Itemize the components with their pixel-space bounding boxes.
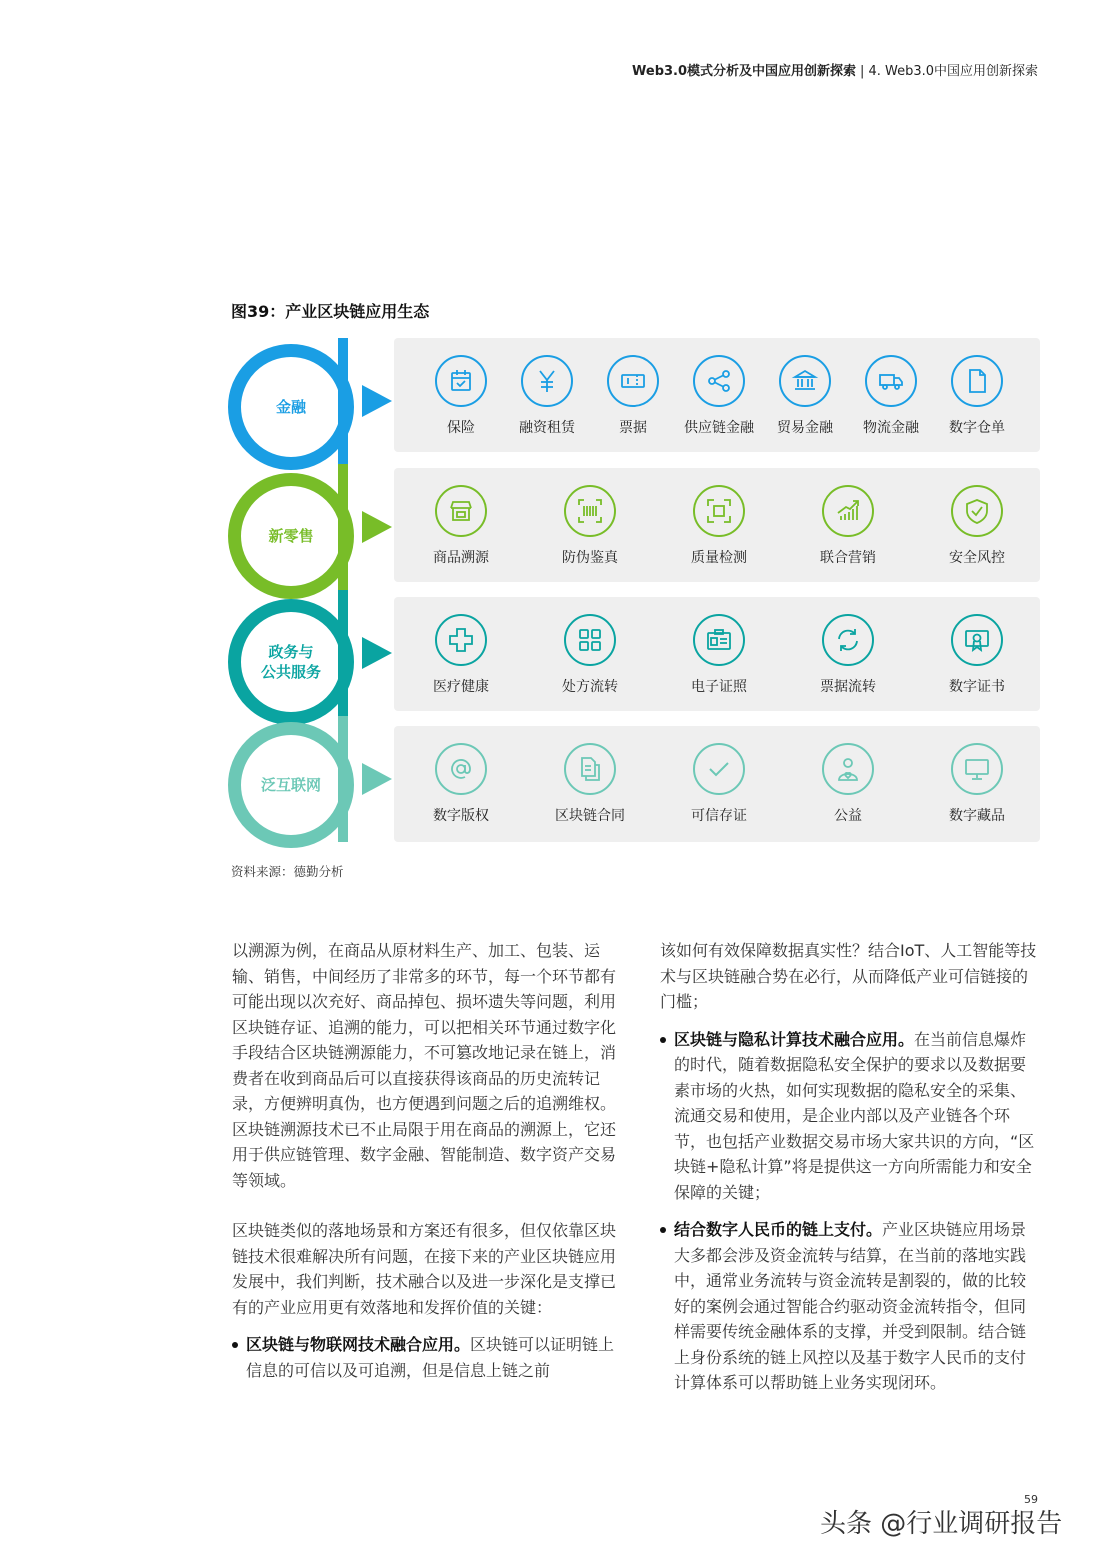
page-number: 59 — [1024, 1493, 1038, 1506]
item-security-risk-control — [924, 485, 1030, 567]
right-column — [660, 938, 1038, 1396]
item-digital-warehouse-receipt — [934, 355, 1020, 437]
barcode-scan-icon — [564, 485, 616, 537]
item-label: 数字版权 — [433, 808, 489, 824]
item-label: 联合营销 — [820, 550, 876, 566]
checkmark-icon — [693, 743, 745, 795]
id-card-icon — [693, 614, 745, 666]
item-joint-marketing — [795, 485, 901, 567]
arrow-right-icon — [362, 385, 392, 417]
paragraph: 以溯源为例，在商品从原材料生产、加工、包装、运输、销售，中间经历了非常多的环节，每一个环节都有可能出现以次充好、商品掉包、损坏遗失等问题，利用区块链存证、追溯的能力，可以把相关环节通过数字化手段结合区块链溯源能力，不可篡改地记录在链上，消费者在收到商品后可以直接获得该商品的历史流转记录，方便辨明真伪，也方便遇到问题之后的追溯维权。区块链溯源技术已不止局限于用在商品的溯源上，它还用于供应链管理、数字金融、智能制造、数字资产交易等领域。 — [232, 941, 617, 1190]
item-label: 电子证照 — [691, 679, 747, 695]
category-ring — [228, 722, 354, 848]
category-bar — [338, 590, 348, 716]
calendar-check-icon — [435, 355, 487, 407]
item-trusted-evidence — [666, 743, 772, 825]
item-healthcare — [408, 614, 514, 696]
bullet-text: 在当前信息爆炸的时代，随着数据隐私安全保护的要求以及数据要素市场的火热，如何实现数据的隐私安全的采集、流通交易和使用，是企业内部以及产业链各个环节，也包括产业数据交易市场大家共识的方向，“区块链+隐私计算”将是提供这一方向所需能力和安全保障的关键； — [674, 1029, 1035, 1202]
section-title: 4. Web3.0中国应用创新探索 — [868, 64, 1038, 79]
bullet-text: 产业区块链应用场景大多都会涉及资金流转与结算，在当前的落地实践中，通常业务流转与资金流转是割裂的，做的比较好的案例会通过智能合约驱动资金流转指令，但同样需要传统金融体系的支撑，并受到限制。结合链上身份系统的链上风控以及基于数字人民币的支付计算体系可以帮助链上业务实现闭环。 — [674, 1220, 1027, 1392]
item-prescription-circulation — [537, 614, 643, 696]
item-label: 可信存证 — [691, 808, 747, 824]
item-label: 安全风控 — [949, 550, 1005, 566]
bank-icon — [779, 355, 831, 407]
medical-cross-icon — [435, 614, 487, 666]
focus-frame-icon — [693, 485, 745, 537]
item-label: 商品溯源 — [433, 550, 489, 566]
item-logistics-finance — [848, 355, 934, 437]
items-panel — [394, 468, 1040, 582]
at-sign-icon — [435, 743, 487, 795]
growth-chart-icon — [822, 485, 874, 537]
item-blockchain-contract — [537, 743, 643, 825]
bullet-item — [232, 1332, 618, 1383]
category-label: 金融 — [275, 398, 306, 416]
category-ring — [228, 344, 354, 470]
category-row-internet — [228, 716, 1040, 842]
item-label: 保险 — [447, 420, 475, 436]
category-ring — [228, 473, 354, 599]
item-bills — [597, 355, 669, 437]
item-label: 物流金融 — [863, 420, 919, 436]
report-title: Web3.0模式分析及中国应用创新探索 — [632, 64, 857, 79]
category-label: 泛互联网 — [260, 776, 321, 794]
category-ring — [228, 599, 354, 725]
arrow-right-icon — [362, 511, 392, 543]
yuan-icon — [521, 355, 573, 407]
document-icon — [951, 355, 1003, 407]
category-bar — [338, 464, 348, 590]
store-icon — [435, 485, 487, 537]
items-panel — [394, 726, 1040, 842]
item-label: 融资租赁 — [519, 420, 575, 436]
item-label: 处方流转 — [562, 679, 618, 695]
category-bar — [338, 338, 348, 464]
item-electronic-license — [666, 614, 772, 696]
category-label-line: 政务与 — [268, 643, 314, 661]
item-anti-counterfeit — [537, 485, 643, 567]
bullet-text: 区块链可以证明链上信息的可信以及可追溯，但是信息上链之前 — [246, 1335, 615, 1380]
share-nodes-icon — [693, 355, 745, 407]
item-public-welfare — [795, 743, 901, 825]
item-label: 数字证书 — [949, 679, 1005, 695]
item-label: 区块链合同 — [555, 808, 625, 824]
category-label-line: 公共服务 — [260, 663, 321, 681]
refresh-icon — [822, 614, 874, 666]
item-insurance — [425, 355, 497, 437]
arrow-right-icon — [362, 637, 392, 669]
item-label: 贸易金融 — [777, 420, 833, 436]
item-trade-finance — [762, 355, 848, 437]
person-heart-icon — [822, 743, 874, 795]
item-financial-leasing — [511, 355, 583, 437]
item-bill-circulation — [795, 614, 901, 696]
paragraph: 区块链类似的落地场景和方案还有很多，但仅依靠区块链技术很难解决所有问题，在接下来的产业区块链应用发展中，我们判断，技术融合以及进一步深化是支撑已有的产业应用更有效落地和发挥价值的关键： — [232, 1221, 617, 1317]
page-header — [632, 60, 1038, 79]
item-label: 质量检测 — [691, 550, 747, 566]
monitor-icon — [951, 743, 1003, 795]
watermark: 头条 @行业调研报告 — [820, 1509, 1063, 1539]
item-label: 公益 — [834, 808, 862, 824]
item-label: 医疗健康 — [433, 679, 489, 695]
header-separator: | — [860, 64, 865, 79]
item-label: 数字藏品 — [949, 808, 1005, 824]
item-product-traceability — [408, 485, 514, 567]
item-digital-copyright — [408, 743, 514, 825]
certificate-icon — [951, 614, 1003, 666]
arrow-right-icon — [362, 763, 392, 795]
bullet-item — [660, 1027, 1038, 1206]
figure-title: 图39：产业区块链应用生态 — [231, 302, 430, 321]
category-row-finance — [228, 338, 1040, 464]
item-label: 票据 — [619, 420, 647, 436]
bullet-title: 区块链与隐私计算技术融合应用。 — [674, 1029, 915, 1049]
ticket-icon — [607, 355, 659, 407]
category-row-new-retail — [228, 464, 1040, 590]
item-label: 供应链金融 — [684, 420, 754, 436]
category-label — [261, 642, 321, 682]
bullet-title: 结合数字人民币的链上支付。 — [674, 1220, 883, 1239]
item-label: 票据流转 — [820, 679, 876, 695]
bullet-item — [660, 1217, 1038, 1396]
category-bar — [338, 716, 348, 842]
item-digital-certificate — [924, 614, 1030, 696]
items-panel — [394, 338, 1040, 452]
left-column — [232, 938, 618, 1383]
documents-icon — [564, 743, 616, 795]
truck-icon — [865, 355, 917, 407]
shield-check-icon — [951, 485, 1003, 537]
item-label: 防伪鉴真 — [562, 550, 618, 566]
items-panel — [394, 597, 1040, 711]
figure-source: 资料来源：德勤分析 — [231, 864, 344, 879]
item-quality-inspection — [666, 485, 772, 567]
category-row-government — [228, 590, 1040, 716]
bullet-title: 区块链与物联网技术融合应用。 — [246, 1335, 471, 1354]
item-supply-chain-finance — [676, 355, 762, 437]
category-label: 新零售 — [268, 527, 314, 545]
item-digital-collectibles — [924, 743, 1030, 825]
item-label: 数字仓单 — [949, 420, 1005, 436]
paragraph: 该如何有效保障数据真实性？结合IoT、人工智能等技术与区块链融合势在必行，从而降低产业可信链接的门槛； — [660, 941, 1037, 1011]
grid-icon — [564, 614, 616, 666]
